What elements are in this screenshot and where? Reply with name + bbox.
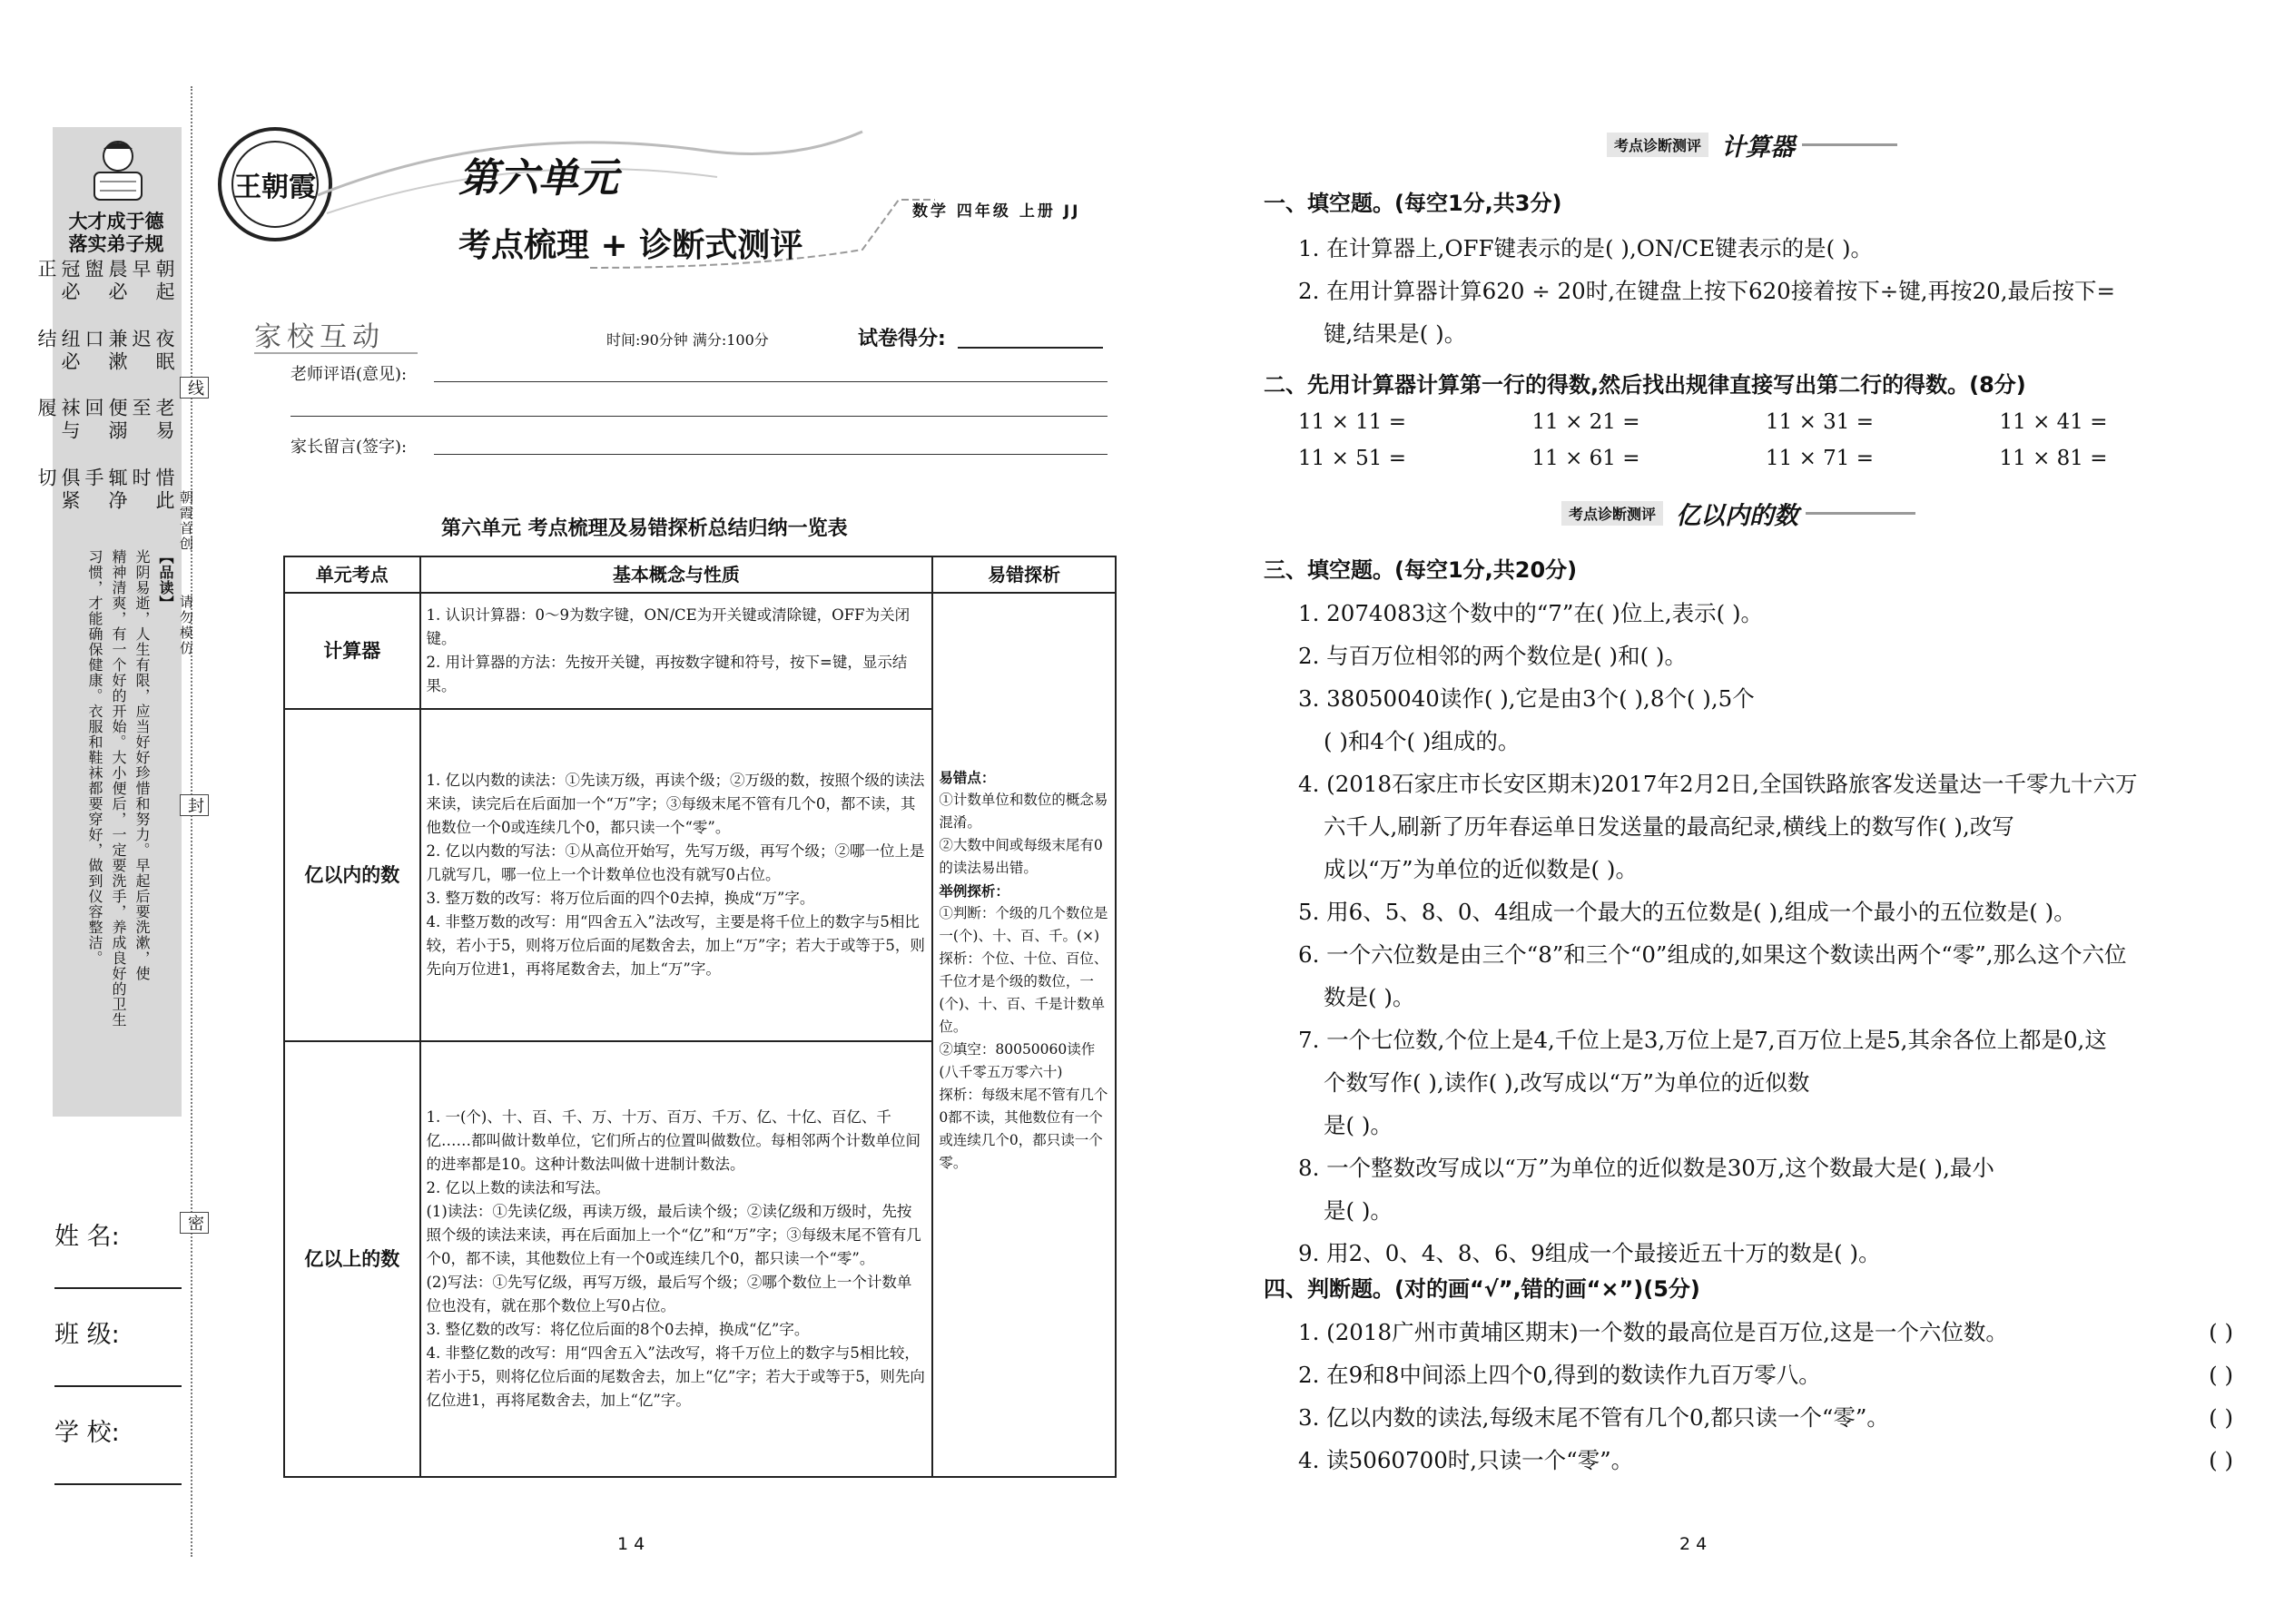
pitfall-line: ②填空：80050060读作(八千零五万零六十) xyxy=(939,1041,1096,1080)
verse-line: 兼漱口 xyxy=(83,328,128,374)
question-item: 数是( )。 xyxy=(1324,984,1415,1010)
pindu-line: 精神清爽，有一个好的开始。大小便后，一定要洗手，养成良好的卫生 xyxy=(110,549,127,1028)
pindu-line: 光阴易逝，人生有限，应当好好珍惜和努力。早起后要洗漱，使 xyxy=(133,549,151,981)
parent-comment-label: 家长留言(签字): xyxy=(290,438,408,457)
section-heading: 三、填空题。(每空1分,共20分) xyxy=(1264,557,1578,583)
motto-line: 落实弟子规 xyxy=(68,233,164,255)
school-field-label: 学 校: xyxy=(54,1419,120,1447)
pitfall-line: 易错点： xyxy=(939,769,996,786)
topic-cell: 亿以内的数 xyxy=(284,709,420,1041)
verse-line: 辄净手 xyxy=(83,467,128,513)
calc-item: 11 × 81 = xyxy=(1999,447,2108,470)
question-item: 8. 一个整数改写成以“万”为单位的近似数是30万,这个数最大是( ),最小 xyxy=(1298,1155,1994,1181)
name-field-label: 姓 名: xyxy=(54,1223,120,1251)
calc-item: 11 × 51 = xyxy=(1298,447,1407,470)
cut-label: 线 xyxy=(180,377,209,399)
question-block xyxy=(1298,592,2233,1275)
question-item: 是( )。 xyxy=(1324,1112,1393,1138)
answer-blank[interactable]: ( ) xyxy=(2209,1447,2233,1473)
question-block xyxy=(1298,1311,2233,1481)
parent-comment-line[interactable] xyxy=(434,454,1108,455)
question-item: 是( )。 xyxy=(1324,1197,1393,1224)
question-item: 5. 用6、5、8、0、4组成一个最大的五位数是( ),组成一个最小的五位数是( )。 xyxy=(1298,899,2076,925)
concept-line: 1. 认识计算器：0～9为数字键，ON/CE为开关键或清除键，OFF为关闭键。 xyxy=(426,606,911,647)
pitfall-line: ①计数单位和数位的概念易混淆。 xyxy=(939,792,1108,831)
concept-line: 3. 整万数的改写：将万位后面的四个0去掉，换成“万”字。 xyxy=(426,890,815,907)
banner-arrow-icon xyxy=(1806,512,1915,515)
verse-line: 袜与履 xyxy=(35,398,81,443)
home-school-label: 家校互动 xyxy=(254,321,385,353)
topic-cell: 计算器 xyxy=(284,593,420,709)
section-banner xyxy=(1607,127,1897,162)
question-item: 1. 2074083这个数中的“7”在( )位上,表示( )。 xyxy=(1298,600,1764,626)
verse-line: 便溺回 xyxy=(83,398,128,443)
section-heading: 一、填空题。(每空1分,共3分) xyxy=(1264,191,1562,216)
question-item: 个数写作( ),读作( ),改写成以“万”为单位的近似数 xyxy=(1324,1069,1810,1096)
cut-label: 封 xyxy=(180,794,209,816)
banner-title: 计算器 xyxy=(1721,133,1796,162)
verse-line: 晨必盥 xyxy=(83,259,128,304)
column-header: 基本概念与性质 xyxy=(420,556,933,593)
calc-item: 11 × 41 = xyxy=(1999,410,2108,434)
copyright-note: 请勿模仿 xyxy=(178,595,194,656)
concept-cell xyxy=(420,709,933,1041)
question-item: 9. 用2、0、4、8、6、9组成一个最接近五十万的数是( )。 xyxy=(1298,1240,1881,1266)
page-number: 1 4 xyxy=(617,1534,645,1554)
name-field[interactable] xyxy=(54,1287,182,1289)
verse-line: 夜眠迟 xyxy=(130,328,175,374)
pindu-label: 【品读】 xyxy=(157,549,174,611)
teacher-comment-label: 老师评语(意见): xyxy=(290,365,408,384)
cut-line xyxy=(191,86,192,1557)
question-item: ( )和4个( )组成的。 xyxy=(1324,728,1521,754)
copyright-note: 朝霞首创 xyxy=(178,490,194,552)
judge-text: 4. 读5060700时,只读一个“零”。 xyxy=(1298,1447,1634,1473)
column-header: 单元考点 xyxy=(284,556,420,593)
section-heading: 四、判断题。(对的画“√”,错的画“×”)(5分) xyxy=(1264,1276,1700,1302)
answer-blank[interactable]: ( ) xyxy=(2209,1404,2233,1431)
table-header-row xyxy=(284,556,1116,593)
pitfall-cell xyxy=(932,593,1116,1477)
concept-line: 1. 亿以内数的读法：①先读万级，再读个级；②万级的数，按照个级的读法来读，读完后在后面加一个“万”字；③每级末尾不管有几个0，都不读，其他数位一个0或连续几个0，都只读一个“零”。 xyxy=(426,772,925,836)
table-title: 第六单元 考点梳理及易错探析总结归纳一览表 xyxy=(441,517,848,540)
concept-line: 1. 一(个)、十、百、千、万、十万、百万、千万、亿、十亿、百亿、千亿……都叫做计数单位，它们所占的位置叫做数位。每相邻两个计数单位间的进率都是10。这种计数法叫做十进制计数法。 xyxy=(426,1108,921,1173)
page-title: 考点梳理 + 诊断式测评 xyxy=(458,227,803,264)
judge-item xyxy=(1298,1311,2233,1353)
calc-grid xyxy=(1298,410,2233,470)
teacher-comment-line[interactable] xyxy=(434,381,1108,382)
verse-line: 朝起早 xyxy=(130,259,175,304)
answer-blank[interactable]: ( ) xyxy=(2209,1362,2233,1388)
calc-item: 11 × 61 = xyxy=(1531,447,1640,470)
topic-cell: 亿以上的数 xyxy=(284,1041,420,1477)
question-item: 成以“万”为单位的近似数是( )。 xyxy=(1324,856,1638,882)
calc-item: 11 × 21 = xyxy=(1531,410,1640,434)
brand-logo xyxy=(218,127,332,241)
verse-line: 冠必正 xyxy=(35,259,81,304)
motto xyxy=(56,211,176,256)
child-illustration xyxy=(73,136,163,204)
motto-line: 大才成于德 xyxy=(68,211,164,232)
question-item: 6. 一个六位数是由三个“8”和三个“0”组成的,如果这个数读出两个“零”,那么这个六位 xyxy=(1298,941,2127,968)
banner-tag: 考点诊断测评 xyxy=(1607,133,1708,157)
banner-tag: 考点诊断测评 xyxy=(1561,501,1663,526)
column-header: 易错探析 xyxy=(932,556,1116,593)
concept-line: 4. 非整万数的改写：用“四舍五入”法改写，主要是将千位上的数字与5相比较，若小于5，则将万位后面的尾数舍去，加上“万”字；若大于或等于5，则先向万位进1，再将尾数舍去，加上“万”字。 xyxy=(426,913,925,978)
subject-label: 数学 四年级 上册 JJ xyxy=(912,202,1081,221)
calc-item: 11 × 71 = xyxy=(1766,447,1875,470)
verse-columns xyxy=(35,259,176,531)
pindu-line: 习惯，才能确保健康。衣服和鞋袜都要穿好，做到仪容整洁。 xyxy=(86,549,103,966)
pitfall-line: 探析：个位、十位、百位、千位才是个级的数位，一(个)、十、百、千是计数单位。 xyxy=(939,950,1108,1035)
judge-text: 2. 在9和8中间添上四个0,得到的数读作九百万零八。 xyxy=(1298,1362,1821,1388)
score-label: 试卷得分: xyxy=(858,328,946,350)
question-item: 3. 38050040读作( ),它是由3个( ),8个( ),5个 xyxy=(1298,685,1755,712)
judge-item xyxy=(1298,1353,2233,1396)
concept-line: 3. 整亿数的改写：将亿位后面的8个0去掉，换成“亿”字。 xyxy=(426,1321,810,1338)
question-item: 六千人,刷新了历年春运单日发送量的最高纪录,横线上的数写作( ),改写 xyxy=(1324,813,2014,840)
concept-cell xyxy=(420,1041,933,1477)
section-banner xyxy=(1561,496,1915,530)
class-field-label: 班 级: xyxy=(54,1321,120,1349)
concept-line: 4. 非整亿数的改写：用“四舍五入”法改写，将千万位上的数字与5相比较，若小于5，则将亿位后面的尾数舍去，加上“亿”字；若大于或等于5，则先向亿位进1，再将尾数舍去，加上“亿”字。 xyxy=(426,1344,925,1409)
page-number: 2 4 xyxy=(1679,1534,1708,1554)
banner-arrow-icon xyxy=(1802,143,1897,146)
concept-line: 2. 亿以上数的读法和写法。 xyxy=(426,1179,610,1196)
question-item: 7. 一个七位数,个位上是4,千位上是3,万位上是7,百万位上是5,其余各位上都是0,这 xyxy=(1298,1027,2107,1053)
calc-item: 11 × 31 = xyxy=(1766,410,1875,434)
judge-item xyxy=(1298,1396,2233,1439)
question-item: 4. (2018石家庄市长安区期末)2017年2月2日,全国铁路旅客发送量达一千零九十六万 xyxy=(1298,771,2138,797)
concept-line: 2. 用计算器的方法：先按开关键，再按数字键和符号，按下=键，显示结果。 xyxy=(426,654,908,694)
pitfall-line: 探析：每级末尾不管有几个0都不读，其他数位有一个或连续几个0，都只读一个零。 xyxy=(939,1087,1108,1171)
verse-line: 惜此时 xyxy=(130,467,175,513)
banner-title: 亿以内的数 xyxy=(1676,501,1799,530)
exam-meta: 时间:90分钟 满分:100分 xyxy=(606,331,769,349)
question-item: 1. 在计算器上,OFF键表示的是( ),ON/CE键表示的是( )。 xyxy=(1298,235,1874,261)
concept-cell xyxy=(420,593,933,709)
pitfall-line: ②大数中间或每级末尾有0的读法易出错。 xyxy=(939,837,1103,876)
calc-item: 11 × 11 = xyxy=(1298,410,1407,434)
class-field[interactable] xyxy=(54,1385,182,1387)
pindu-commentary xyxy=(58,549,176,1094)
question-item: 键,结果是( )。 xyxy=(1324,320,1467,347)
pitfall-line: 举例探析： xyxy=(939,882,1009,900)
judge-text: 3. 亿以内数的读法,每级末尾不管有几个0,都只读一个“零”。 xyxy=(1298,1404,1889,1431)
concept-line: (1)读法：①先读亿级，再读万级，最后读个级；②读亿级和万级时，先按照个级的读法来读，再在后面加上一个“亿”和“万”字；③每级末尾不管有几个0，都不读，其他数位上有一个0或连续几个0，都只读一个“零”。 xyxy=(426,1203,921,1267)
summary-table xyxy=(283,556,1117,1478)
question-item: 2. 在用计算器计算620 ÷ 20时,在键盘上按下620接着按下÷键,再按20,最后按下= xyxy=(1298,278,2116,304)
verse-line: 老易至 xyxy=(130,398,175,443)
verse-line: 纽必结 xyxy=(35,328,81,374)
question-item: 2. 与百万位相邻的两个数位是( )和( )。 xyxy=(1298,643,1687,669)
judge-text: 1. (2018广州市黄埔区期末)一个数的最高位是百万位,这是一个六位数。 xyxy=(1298,1319,2008,1345)
verse-line: 俱紧切 xyxy=(35,467,81,513)
concept-line: 2. 亿以内数的写法：①从高位开始写，先写万级，再写个级；②哪一位上是几就写几，哪一位上一个计数单位也没有就写0占位。 xyxy=(426,842,925,883)
table-row xyxy=(284,593,1116,709)
section-heading: 二、先用计算器计算第一行的得数,然后找出规律直接写出第二行的得数。(8分) xyxy=(1264,372,2026,398)
teacher-comment-line[interactable] xyxy=(290,416,1108,417)
logo-text: 王朝霞 xyxy=(231,141,319,228)
answer-blank[interactable]: ( ) xyxy=(2209,1319,2233,1345)
divider xyxy=(254,352,418,354)
unit-title: 第六单元 xyxy=(458,155,618,202)
question-block xyxy=(1298,227,2233,355)
concept-line: (2)写法：①先写亿级，再写万级，最后写个级；②哪个数位上一个计数单位也没有，就在那个数位上写0占位。 xyxy=(426,1274,912,1314)
school-field[interactable] xyxy=(54,1483,182,1485)
cut-label: 密 xyxy=(180,1212,209,1234)
judge-item xyxy=(1298,1439,2233,1481)
score-field[interactable] xyxy=(958,347,1103,349)
pitfall-line: ①判断：个级的几个数位是一(个)、十、百、千。(×) xyxy=(939,905,1108,944)
